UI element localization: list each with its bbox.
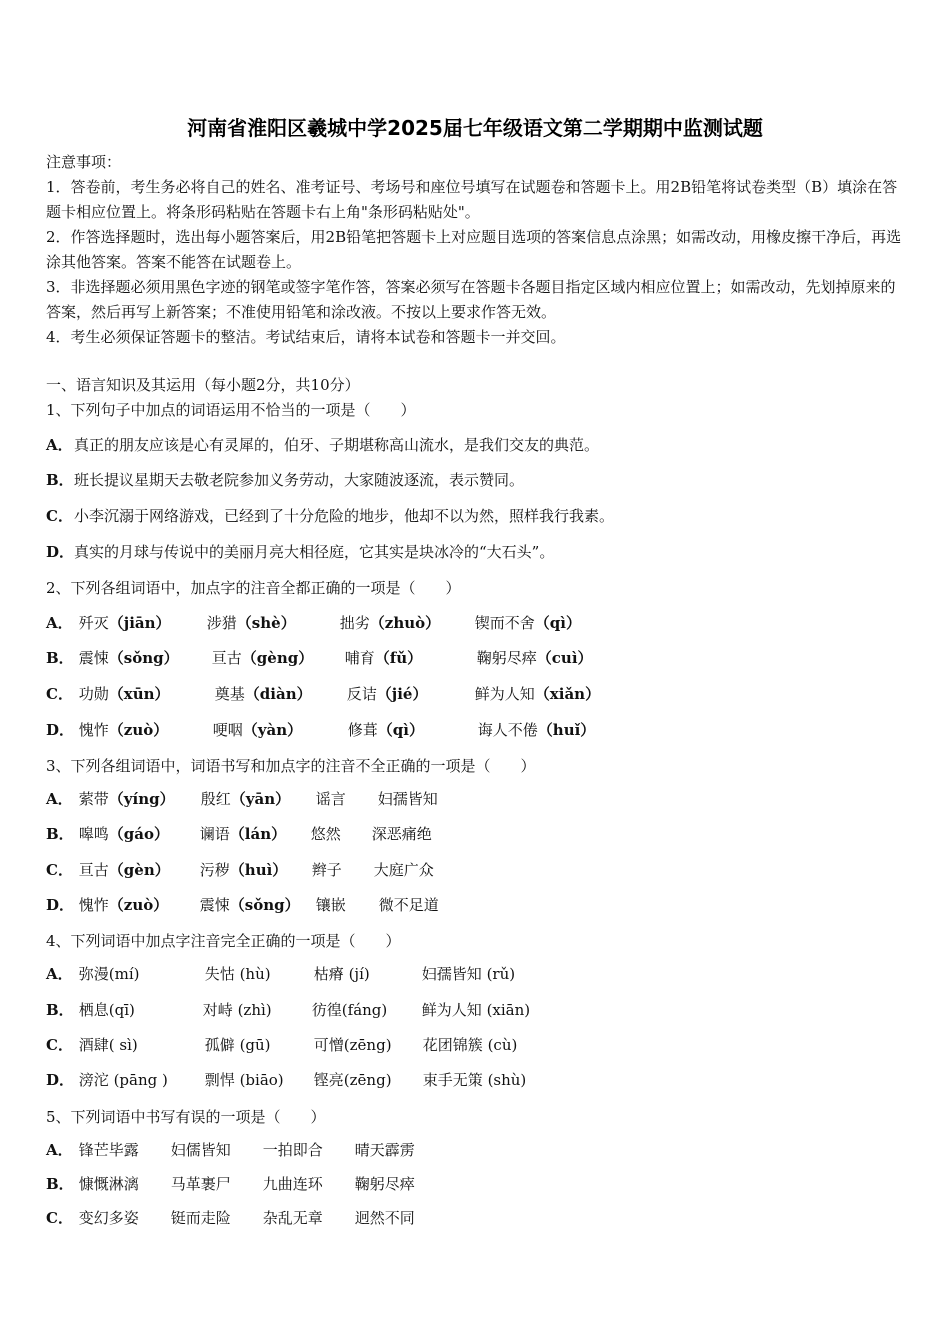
section-heading: 一、语言知识及其运用（每小题2分，共10分） [46, 376, 360, 394]
word-cell [316, 893, 379, 917]
word-cell [379, 893, 439, 917]
word-cell [316, 787, 378, 811]
word-cell [200, 822, 311, 846]
option-row [46, 1172, 415, 1196]
word: 震悚 [199, 896, 230, 914]
pinyin: (rǔ) [481, 965, 516, 983]
word-cell [200, 893, 316, 917]
word: 愧怍 [78, 896, 109, 914]
word: 谰语 [199, 825, 230, 843]
pinyin: (biāo) [234, 1071, 284, 1089]
word: 锋芒毕露 [78, 1141, 139, 1159]
option-letter: A． [46, 790, 73, 808]
word-cell [378, 787, 438, 811]
word: 涉猎 [206, 614, 237, 632]
word-cell [171, 1138, 263, 1162]
word-cell [422, 998, 530, 1022]
pinyin: (mí) [108, 965, 140, 983]
option-row [46, 787, 438, 811]
word-cell [207, 611, 340, 635]
word: 谣言 [315, 790, 346, 808]
word: 妇孺皆知 [377, 790, 438, 808]
pinyin: (zēng) [343, 1036, 392, 1054]
word: 歼灭 [78, 614, 109, 632]
option-row [46, 1138, 415, 1162]
word: 枯瘠 [313, 965, 344, 983]
pinyin: （yān） [230, 790, 291, 808]
option-row [46, 504, 614, 528]
option-row [46, 611, 581, 635]
word-cell [79, 998, 203, 1022]
word-cell [205, 1033, 314, 1057]
option-letter: B． [46, 1175, 74, 1193]
word-cell [79, 893, 200, 917]
pinyin: ( sì) [108, 1036, 138, 1054]
word: 迥然不同 [354, 1209, 415, 1227]
word: 栖息 [78, 1001, 109, 1019]
option-row [46, 1033, 517, 1057]
option-text: 班长提议星期天去敬老院参加义务劳动，大家随波逐流，表示赞同。 [74, 471, 525, 489]
word: 修葺 [347, 721, 378, 739]
option-letter: C． [46, 1036, 73, 1054]
option-row [46, 433, 599, 457]
option-row [46, 682, 600, 706]
word: 剽悍 [204, 1071, 235, 1089]
pinyin: (zēng) [343, 1071, 392, 1089]
word-cell [79, 718, 213, 742]
word-cell [205, 1068, 314, 1092]
pinyin: (xiān) [481, 1001, 531, 1019]
pinyin: (zhì) [232, 1001, 272, 1019]
word: 微不足道 [378, 896, 439, 914]
option-letter: C． [46, 507, 73, 525]
word-cell [314, 1033, 423, 1057]
word-cell [345, 646, 477, 670]
word-cell [423, 1068, 527, 1092]
word: 哽咽 [212, 721, 243, 739]
word: 深恶痛绝 [371, 825, 432, 843]
option-row [46, 718, 595, 742]
word-cell [347, 682, 475, 706]
word: 杂乱无章 [262, 1209, 323, 1227]
word-cell [314, 1068, 423, 1092]
question-stem: 5、下列词语中书写有误的一项是（ ） [46, 1108, 326, 1126]
pinyin: (pāng ) [108, 1071, 168, 1089]
word: 嗥鸣 [78, 825, 109, 843]
word-cell [79, 822, 200, 846]
word: 铿亮 [313, 1071, 344, 1089]
word-cell [171, 1172, 263, 1196]
pinyin: （jiān） [108, 614, 171, 632]
word: 妇儒皆知 [170, 1141, 231, 1159]
pinyin: （gèn） [108, 861, 170, 879]
word: 悠然 [310, 825, 341, 843]
word: 铤而走险 [170, 1209, 231, 1227]
word-cell [475, 611, 581, 635]
word-cell [422, 962, 515, 986]
word-cell [212, 646, 345, 670]
word-cell [478, 718, 596, 742]
pinyin: （zhuò） [369, 614, 441, 632]
word-cell [263, 1206, 355, 1230]
option-letter: A． [46, 965, 73, 983]
option-row [46, 540, 554, 564]
word-cell [355, 1172, 415, 1196]
pinyin: （yàn） [242, 721, 303, 739]
word: 污秽 [199, 861, 230, 879]
word: 变幻多姿 [78, 1209, 139, 1227]
word-cell [374, 858, 434, 882]
option-letter: C． [46, 861, 73, 879]
pinyin: （xiǎn） [534, 685, 601, 703]
pinyin: (cù) [482, 1036, 518, 1054]
word: 镶嵌 [315, 896, 346, 914]
option-row [46, 962, 515, 986]
option-letter: D． [46, 896, 75, 914]
word-cell [340, 611, 475, 635]
pinyin: （shè） [236, 614, 296, 632]
pinyin: （xūn） [108, 685, 170, 703]
word: 可憎 [313, 1036, 344, 1054]
word-cell [79, 962, 205, 986]
pinyin: （cuì） [536, 649, 593, 667]
word: 反诘 [346, 685, 377, 703]
option-row [46, 822, 432, 846]
word: 亘古 [78, 861, 109, 879]
word: 功勋 [78, 685, 109, 703]
word-cell [200, 858, 312, 882]
word-cell [263, 1172, 355, 1196]
word: 哺育 [344, 649, 375, 667]
word-cell [79, 1206, 171, 1230]
option-row [46, 1068, 526, 1092]
word: 彷徨 [311, 1001, 342, 1019]
word: 亘古 [211, 649, 242, 667]
question-stem: 2、下列各组词语中，加点字的注音全都正确的一项是（ ） [46, 579, 461, 597]
question-stem: 4、下列词语中加点字注音完全正确的一项是（ ） [46, 932, 401, 950]
word-cell [79, 1033, 205, 1057]
word: 大庭广众 [373, 861, 434, 879]
option-row [46, 468, 524, 492]
pinyin: （jié） [376, 685, 428, 703]
option-letter: B． [46, 825, 74, 843]
option-letter: C． [46, 685, 73, 703]
option-row [46, 1206, 415, 1230]
option-letter: B． [46, 649, 74, 667]
word: 酒肆 [78, 1036, 109, 1054]
pinyin: (jí) [343, 965, 370, 983]
notice-item: 2．作答选择题时，选出每小题答案后，用2B铅笔把答题卡上对应题目选项的答案信息点涂黑；如需改动，用橡皮擦干净后，再选涂其他答案。答案不能答在试题卷上。 [46, 228, 902, 271]
word: 殷红 [200, 790, 231, 808]
pinyin: (gū) [234, 1036, 271, 1054]
word: 诲人不倦 [477, 721, 538, 739]
pinyin: （zuò） [108, 721, 169, 739]
word: 花团锦簇 [422, 1036, 483, 1054]
pinyin: （huì） [229, 861, 288, 879]
option-letter: B． [46, 471, 74, 489]
pinyin: （qì） [534, 614, 581, 632]
word-cell [79, 1172, 171, 1196]
option-text: 小李沉溺于网络游戏，已经到了十分危险的地步，他却不以为然，照样我行我素。 [74, 507, 615, 525]
word-cell [311, 822, 372, 846]
question-stem: 1、下列句子中加点的词语运用不恰当的一项是（ ） [46, 401, 416, 419]
pinyin: (shù) [482, 1071, 527, 1089]
option-text: 真实的月球与传说中的美丽月亮大相径庭，它其实是块冰冷的“大石头”。 [74, 543, 555, 561]
pinyin: （yíng） [108, 790, 175, 808]
word: 弥漫 [78, 965, 109, 983]
page-title: 河南省淮阳区羲城中学2025届七年级语文第二学期期中监测试题 [187, 116, 763, 140]
word-cell [372, 822, 432, 846]
word: 锲而不舍 [474, 614, 535, 632]
word: 马革裹尸 [170, 1175, 231, 1193]
word: 愧怍 [78, 721, 109, 739]
word-cell [79, 787, 201, 811]
question-stem: 3、下列各组词语中，词语书写和加点字的注音不全正确的一项是（ ） [46, 757, 536, 775]
option-letter: D． [46, 1071, 75, 1089]
word: 辫子 [311, 861, 342, 879]
word: 晴天霹雳 [354, 1141, 415, 1159]
notice-heading: 注意事项： [46, 153, 122, 171]
word-cell [423, 1033, 518, 1057]
word: 萦带 [78, 790, 109, 808]
word-cell [355, 1206, 415, 1230]
word: 鞠躬尽瘁 [476, 649, 537, 667]
word-cell [205, 962, 314, 986]
notice-item: 1．答卷前，考生务必将自己的姓名、准考证号、考场号和座位号填写在试题卷和答题卡上。用2B铅笔将试卷类型（B）填涂在答题卡相应位置上。将条形码粘贴在答题卡右上角"条形码粘贴处"。 [46, 178, 898, 221]
option-letter: D． [46, 721, 75, 739]
word: 束手无策 [422, 1071, 483, 1089]
option-row [46, 893, 439, 917]
word: 慷慨淋漓 [78, 1175, 139, 1193]
word: 鞠躬尽瘁 [354, 1175, 415, 1193]
word-cell [348, 718, 478, 742]
pinyin: （qì） [377, 721, 424, 739]
word: 拙劣 [339, 614, 370, 632]
option-row [46, 858, 434, 882]
word-cell [475, 682, 600, 706]
word-cell [477, 646, 593, 670]
word-cell [79, 682, 215, 706]
word: 失怙 [204, 965, 235, 983]
word: 一拍即合 [262, 1141, 323, 1159]
word: 孤僻 [204, 1036, 235, 1054]
option-letter: D． [46, 543, 75, 561]
pinyin: （lán） [229, 825, 287, 843]
word-cell [203, 998, 312, 1022]
pinyin: (fáng) [341, 1001, 388, 1019]
word: 震悚 [78, 649, 109, 667]
word: 奠基 [214, 685, 245, 703]
word-cell [263, 1138, 355, 1162]
pinyin: (qī) [108, 1001, 135, 1019]
option-row [46, 646, 593, 670]
option-text: 真正的朋友应该是心有灵犀的，伯牙、子期堪称高山流水，是我们交友的典范。 [74, 436, 600, 454]
pinyin: （huǐ） [537, 721, 596, 739]
word: 滂沱 [78, 1071, 109, 1089]
word-cell [312, 998, 422, 1022]
pinyin: （sǒng） [229, 896, 300, 914]
notice-item: 3．非选择题必须用黑色字迹的钢笔或签字笔作答，答案必须写在答题卡各题目指定区域内相应位置上；如需改动，先划掉原来的答案，然后再写上新答案；不准使用铅笔和涂改液。不按以上要求作答无效。 [46, 278, 896, 321]
pinyin: （diàn） [244, 685, 312, 703]
word-cell [314, 962, 422, 986]
word: 鲜为人知 [421, 1001, 482, 1019]
option-letter: A． [46, 436, 73, 454]
pinyin: (hù) [234, 965, 271, 983]
word-cell [201, 787, 316, 811]
word-cell [312, 858, 374, 882]
option-letter: A． [46, 614, 73, 632]
pinyin: （gáo） [108, 825, 170, 843]
option-letter: B． [46, 1001, 74, 1019]
option-row [46, 998, 530, 1022]
word: 对峙 [202, 1001, 233, 1019]
option-letter: A． [46, 1141, 73, 1159]
word-cell [79, 858, 200, 882]
word-cell [79, 646, 212, 670]
word-cell [215, 682, 347, 706]
word-cell [171, 1206, 263, 1230]
pinyin: （gèng） [241, 649, 314, 667]
word-cell [213, 718, 348, 742]
word-cell [79, 1138, 171, 1162]
notice-item: 4．考生必须保证答题卡的整洁。考试结束后，请将本试卷和答题卡一并交回。 [46, 328, 566, 346]
word: 鲜为人知 [474, 685, 535, 703]
pinyin: （fǔ） [374, 649, 423, 667]
word-cell [355, 1138, 415, 1162]
word: 九曲连环 [262, 1175, 323, 1193]
pinyin: （sǒng） [108, 649, 179, 667]
word-cell [79, 1068, 205, 1092]
word: 妇孺皆知 [421, 965, 482, 983]
option-letter: C． [46, 1209, 73, 1227]
pinyin: （zuò） [108, 896, 169, 914]
word-cell [79, 611, 207, 635]
notice-block [46, 150, 908, 350]
